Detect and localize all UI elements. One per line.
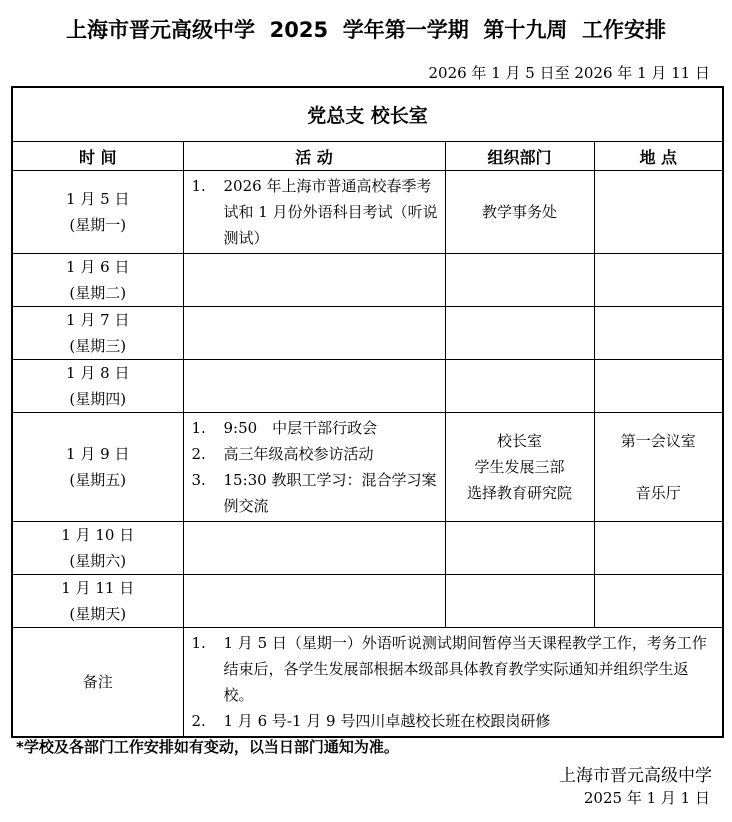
header-activity: 活 动 [183,142,445,171]
organizer-cell [445,522,594,575]
note-item [184,708,717,734]
activity-cell [183,575,445,628]
day-row [12,254,723,307]
activity-item [184,415,439,441]
date-range: 2026 年 1 月 5 日至 2026 年 1 月 11 日 [428,64,710,82]
document-title: 上海市晋元高级中学 2025 学年第一学期 第十九周 工作安排 [66,18,666,42]
location-name: 音乐厅 [635,484,681,502]
organizer-name: 学生发展三部 [474,458,565,476]
header-location: 地 点 [594,142,723,171]
day-date: 1 月 7 日 [66,311,130,329]
day-date: 1 月 6 日 [66,258,130,276]
school-name: 上海市晋元高级中学 [559,766,712,786]
activity-text: 2026 年上海市普通高校春季考试和 1 月份外语科目考试（听说测试） [223,177,438,247]
day-rows [12,171,723,628]
day-row [12,575,723,628]
activity-cell [183,413,445,522]
day-row [12,307,723,360]
organizer-cell [445,171,594,254]
notes-list [184,628,723,736]
day-weekday: (星期五) [69,471,127,489]
activity-number: 1. [191,177,206,195]
footnote: *学校及各部门工作安排如有变动，以当日部门通知为准。 [16,738,399,756]
day-row [12,413,723,522]
activity-number: 2. [191,445,206,463]
organizer-cell [445,307,594,360]
header-organizer: 组织部门 [445,142,594,171]
location-name: 第一会议室 [620,432,696,450]
activity-cell [183,522,445,575]
location-cell [594,522,723,575]
organizer-cell [445,413,594,522]
day-date: 1 月 11 日 [61,579,135,597]
activity-text: 高三年级高校参访活动 [223,445,374,463]
day-cell [12,307,183,360]
department-heading: 党总支 校长室 [12,87,723,142]
activity-number: 1. [191,419,206,437]
day-cell [12,171,183,254]
activity-text: 15:30 教职工学习：混合学习案例交流 [223,471,437,515]
schedule-table [11,86,724,738]
issue-date: 2025 年 1 月 1 日 [583,789,710,807]
day-weekday: (星期四) [69,390,127,408]
location-name [595,454,723,480]
location-cell [594,171,723,254]
day-date: 1 月 10 日 [61,526,135,544]
day-row [12,171,723,254]
organizer-name: 选择教育研究院 [466,484,572,502]
day-cell [12,254,183,307]
activity-cell [183,254,445,307]
location-cell [594,360,723,413]
location-cell [594,307,723,360]
location-cell [594,413,723,522]
organizer-name: 教学事务处 [481,203,557,221]
activity-number: 3. [191,471,206,489]
organizer-cell [445,575,594,628]
activity-cell [183,307,445,360]
day-weekday: (星期六) [69,552,127,570]
day-cell [12,522,183,575]
activity-cell [183,360,445,413]
activity-item [184,467,439,519]
day-date: 1 月 9 日 [66,445,130,463]
header-time: 时 间 [12,142,183,171]
day-row [12,360,723,413]
note-number: 2. [191,712,206,730]
day-weekday: (星期三) [69,337,127,355]
notes-cell [183,628,723,738]
note-item [184,630,717,708]
organizer-cell [445,254,594,307]
day-cell [12,575,183,628]
location-cell [594,254,723,307]
note-text: 1 月 6 号-1 月 9 号四川卓越校长班在校跟岗研修 [223,712,551,730]
activity-list [184,413,445,521]
day-date: 1 月 8 日 [66,364,130,382]
day-weekday: (星期一) [69,216,127,234]
day-weekday: (星期天) [69,605,127,623]
organizer-cell [445,360,594,413]
note-number: 1. [191,634,206,652]
day-cell [12,413,183,522]
activity-text: 9:50 中层干部行政会 [223,419,378,437]
day-weekday: (星期二) [69,284,127,302]
activity-item [184,441,439,467]
day-row [12,522,723,575]
day-cell [12,360,183,413]
activity-item [184,173,439,251]
location-cell [594,575,723,628]
activity-cell [183,171,445,254]
organizer-name: 校长室 [496,432,542,450]
day-date: 1 月 5 日 [66,190,130,208]
notes-label: 备注 [12,628,183,738]
activity-list [184,171,445,253]
note-text: 1 月 5 日（星期一）外语听说测试期间暂停当天课程教学工作，考务工作结束后，各学生发展部根据本级部具体教育教学实际通知并组织学生返校。 [223,634,707,704]
